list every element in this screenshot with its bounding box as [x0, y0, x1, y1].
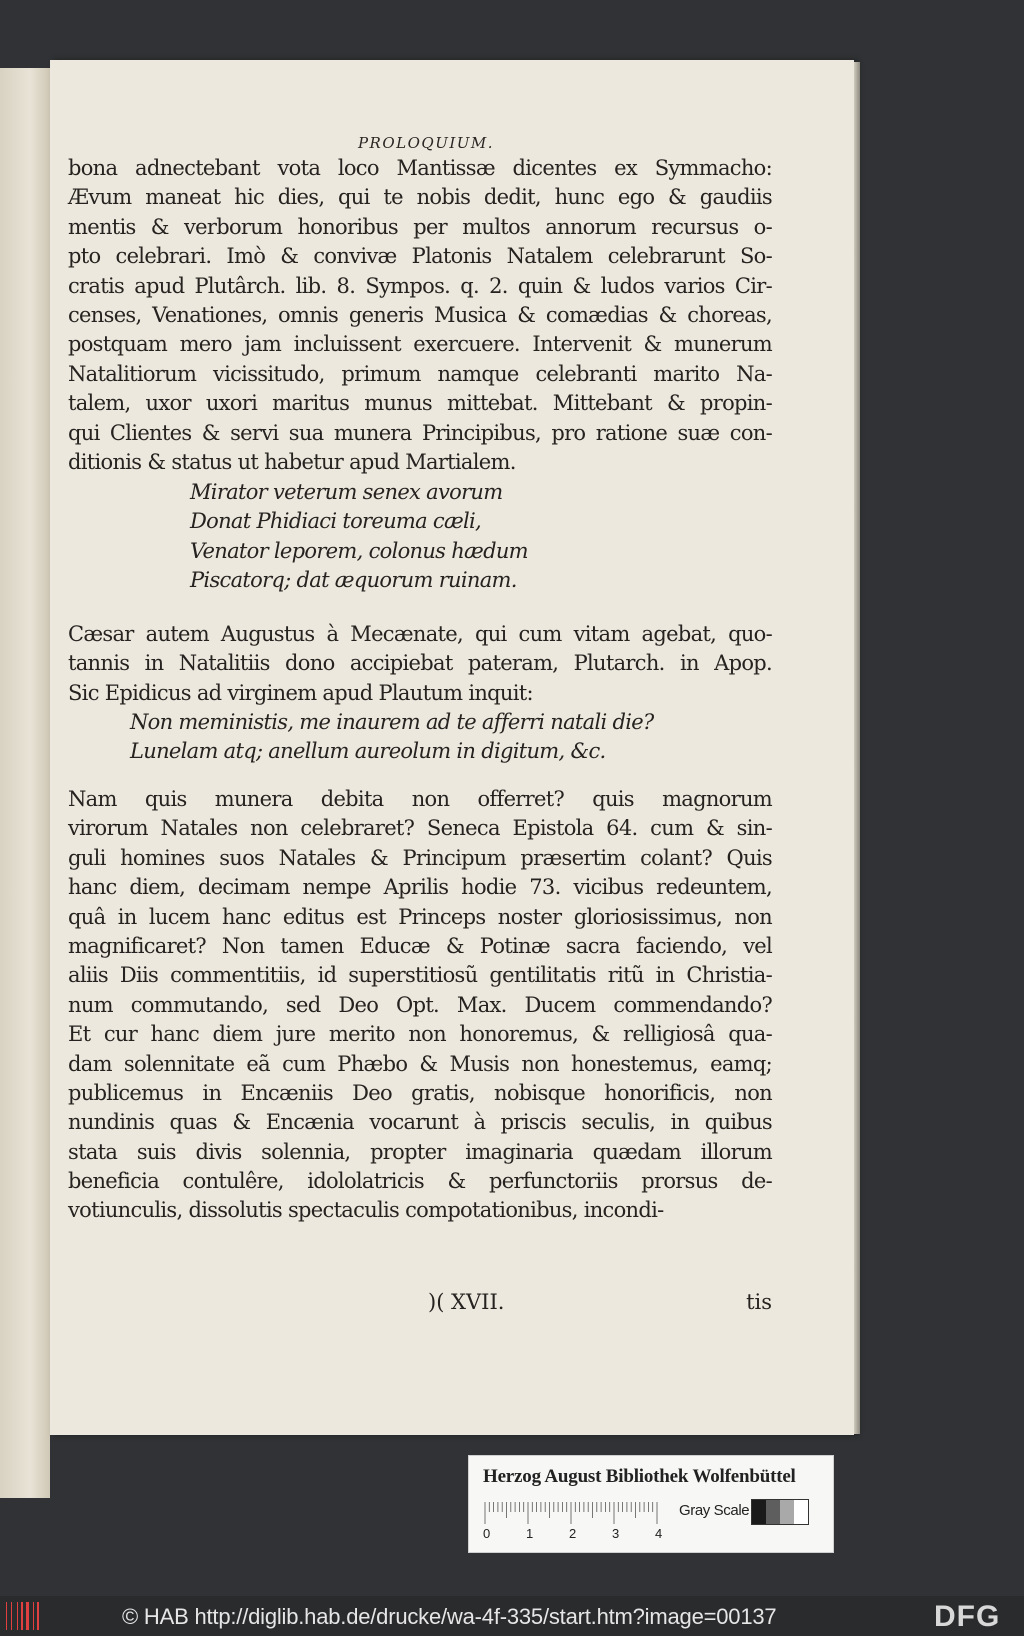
- text-line: censes, Venationes, omnis generis Musica & comædias & choreas,: [68, 302, 772, 327]
- gray-swatch: [780, 1500, 794, 1524]
- text-line: Piscatorq; dat æquorum ruinam.: [190, 568, 517, 593]
- text-line: Et cur hanc diem jure merito non honoremus, & relligiosâ qua-: [68, 1022, 772, 1047]
- text-line: publicemus in Encæniis Deo gratis, nobisque honorificis, non: [68, 1080, 772, 1105]
- paragraph-2: [68, 620, 772, 708]
- barcode-icon: [4, 1600, 44, 1632]
- gray-swatch: [766, 1500, 780, 1524]
- text-line: cratis apud Plutârch. lib. 8. Sympos. q. 2. quin & ludos varios Cir-: [68, 273, 772, 298]
- gray-scale-swatches: [751, 1499, 809, 1525]
- text-line: Mirator veterum senex avorum: [190, 480, 503, 504]
- catchword: tis: [746, 1290, 772, 1314]
- text-line: Nam quis munera debita non offerret? quis magnorum: [68, 787, 772, 811]
- text-line: hanc diem, decimam nempe Aprilis hodie 73. vicibus redeuntem,: [68, 875, 772, 900]
- ruler-number: 4: [655, 1526, 663, 1541]
- gray-scale-label: Gray Scale: [679, 1502, 750, 1519]
- text-line: guli homines suos Natales & Principum præsertim colant? Quis: [68, 845, 772, 870]
- text-line: Ævum maneat hic dies, qui te nobis dedit, hunc ego & gaudiis: [68, 185, 772, 210]
- ruler: [483, 1500, 663, 1524]
- ruler-number: 1: [526, 1526, 534, 1541]
- text-line: mentis & verborum honoribus per multos annorum recursus o-: [68, 214, 772, 239]
- text-line: Non meministis, me inaurem ad te afferri natali die?: [130, 710, 654, 734]
- text-line: Cæsar autem Augustus à Mecænate, qui cum vitam agebat, quo-: [68, 622, 772, 646]
- text-line: magnificaret? Non tamen Educæ & Potinæ sacra faciendo, vel: [68, 933, 772, 958]
- page-footer: [68, 1290, 772, 1320]
- text-line: beneficia contulêre, idololatricis & perfunctoriis prorsus de-: [68, 1169, 772, 1194]
- gray-swatch: [752, 1500, 766, 1524]
- text-line: num commutando, sed Deo Opt. Max. Ducem commendando?: [68, 992, 772, 1017]
- paragraph-3: [68, 785, 772, 1226]
- running-head: PROLOQUIUM.: [357, 134, 495, 152]
- color-scale-card: [468, 1455, 834, 1553]
- text-line: Sic Epidicus ad virginem apud Plautum inquit:: [68, 680, 533, 705]
- viewer-footer-bar: [0, 1596, 1024, 1636]
- text-line: votiunculis, dissolutis spectaculis compotationibus, incondi-: [68, 1198, 664, 1223]
- paragraph-1: [68, 154, 772, 477]
- gray-swatch: [794, 1500, 808, 1524]
- text-line: ditionis & status ut habetur apud Martialem.: [68, 449, 516, 474]
- text-line: Lunelam atq; anellum aureolum in digitum, &c.: [130, 739, 606, 764]
- text-line: aliis Diis commentitiis, id superstitiosũ gentilitatis ritũ in Christia-: [68, 963, 772, 988]
- verse-2: [130, 708, 730, 767]
- text-line: virorum Natales non celebraret? Seneca Epistola 64. cum & sin-: [68, 816, 772, 841]
- library-name: Herzog August Bibliothek Wolfenbüttel: [483, 1466, 796, 1487]
- copyright-link[interactable]: © HAB http://diglib.hab.de/drucke/wa-4f-335/start.htm?image=00137: [122, 1604, 777, 1629]
- text-line: postquam mero jam incluissent exercuere. Intervenit & munerum: [68, 332, 772, 357]
- ruler-number: 0: [483, 1526, 491, 1541]
- text-line: quâ in lucem hanc editus est Princeps noster gloriosissimus, non: [68, 904, 772, 929]
- text-line: dam solennitate eã cum Phæbo & Musis non honestemus, eamq;: [68, 1051, 772, 1076]
- ruler-number: 3: [612, 1526, 620, 1541]
- text-line: Natalitiorum vicissitudo, primum namque celebranti marito Na-: [68, 361, 772, 386]
- book-page: [50, 60, 854, 1435]
- ruler-number: 2: [569, 1526, 577, 1541]
- text-line: Venator leporem, colonus hædum: [190, 538, 528, 563]
- verse-1: [190, 478, 690, 596]
- text-line: tannis in Natalitiis dono accipiebat pateram, Plutarch. in Apop.: [68, 651, 772, 676]
- signature-mark: )( XVII.: [428, 1290, 505, 1314]
- text-line: stata suis divis solennia, propter imaginaria quædam illorum: [68, 1139, 772, 1164]
- text-line: talem, uxor uxori maritus munus mittebat. Mittebant & propin-: [68, 391, 772, 416]
- text-line: nundinis quas & Encænia vocarunt à priscis seculis, in quibus: [68, 1110, 772, 1135]
- text-line: pto celebrari. Imò & convivæ Platonis Natalem celebrarunt So-: [68, 244, 772, 269]
- text-line: qui Clientes & servi sua munera Principibus, pro ratione suæ con-: [68, 420, 772, 445]
- page-edge-shadow: [854, 62, 860, 1434]
- left-page-edge: [0, 68, 50, 1498]
- text-line: Donat Phidiaci toreuma cæli,: [190, 509, 482, 534]
- dfg-logo: DFG: [934, 1600, 1001, 1633]
- text-line: bona adnectebant vota loco Mantissæ dicentes ex Symmacho:: [68, 156, 772, 180]
